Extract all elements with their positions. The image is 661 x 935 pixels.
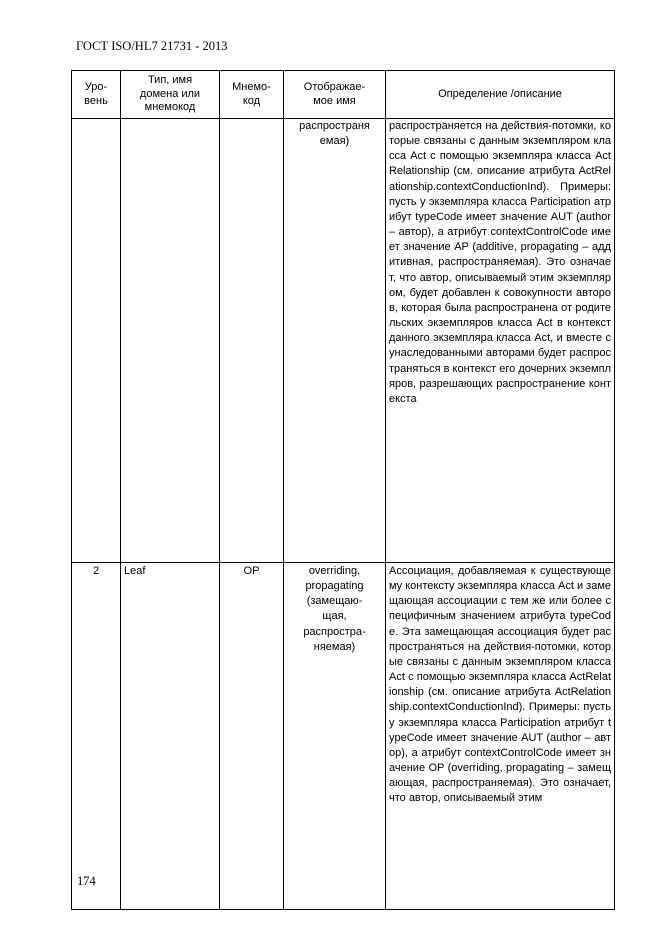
cell-domain bbox=[121, 119, 220, 563]
column-header-level: Уро- вень bbox=[72, 71, 121, 119]
column-header-code: Мнемо- код bbox=[220, 71, 284, 119]
table-row bbox=[72, 119, 615, 563]
column-header-definition: Определение /описание bbox=[386, 71, 615, 119]
cell-definition: распространяется на действия-потомки, которые связаны с данным экземпляром класса Act с помощью экземпляра класса ActRelationship (см. описание атрибута ActRelationship.contextConductionInd). Примеры: пусть у экземпляра класса Participation атрибут typeCode имеет значение AUT (author – автор), а атрибут contextControlCode имеет значение AP (additive, propagating – аддитивная, распространяемая). Это означает, что автор, описываемый этим экземпляром, будет добавлен к совокупности авторов, которая была распространена от родительских экземпляров класса Act в контекст данного экземпляра класса Act, и вместе с унаследованными авторами будет распространяться в контекст его дочерних экземпляров, разрешающих распространение контекста bbox=[386, 119, 615, 563]
cell-level: 2 bbox=[72, 563, 121, 910]
cell-code: OP bbox=[220, 563, 284, 910]
document-header: ГОСТ ISO/HL7 21731 - 2013 bbox=[76, 39, 228, 53]
cell-code bbox=[220, 119, 284, 563]
definitions-table bbox=[71, 70, 615, 910]
cell-display-name: распространя емая) bbox=[284, 119, 386, 563]
column-header-display-name: Отображае- мое имя bbox=[284, 71, 386, 119]
page-number: 174 bbox=[77, 874, 96, 888]
cell-domain: Leaf bbox=[121, 563, 220, 910]
column-header-domain: Тип, имя домена или мнемокод bbox=[121, 71, 220, 119]
table-header-row bbox=[72, 71, 615, 119]
table-row bbox=[72, 563, 615, 910]
cell-display-name: overriding, propagating (замещаю- щая, распростра- няемая) bbox=[284, 563, 386, 910]
cell-level bbox=[72, 119, 121, 563]
cell-definition: Ассоциация, добавляемая к существующему контексту экземпляра класса Act и замещающая ассоциации с тем же или более специфичным значением атрибута typeCode. Эта замещающая ассоциация будет распространяться на действия-потомки, которые связаны с данным экземпляром класса Act с помощью экземпляра класса ActRelationship (см. описание атрибута ActRelationship.contextConductionInd). Примеры: пусть у экземпляра класса Participation атрибут typeCode имеет значение AUT (author – автор), а атрибут contextControlCode имеет значение OP (overriding, propagating – замещающая, распространяемая). Это означает, что автор, описываемый этим bbox=[386, 563, 615, 910]
